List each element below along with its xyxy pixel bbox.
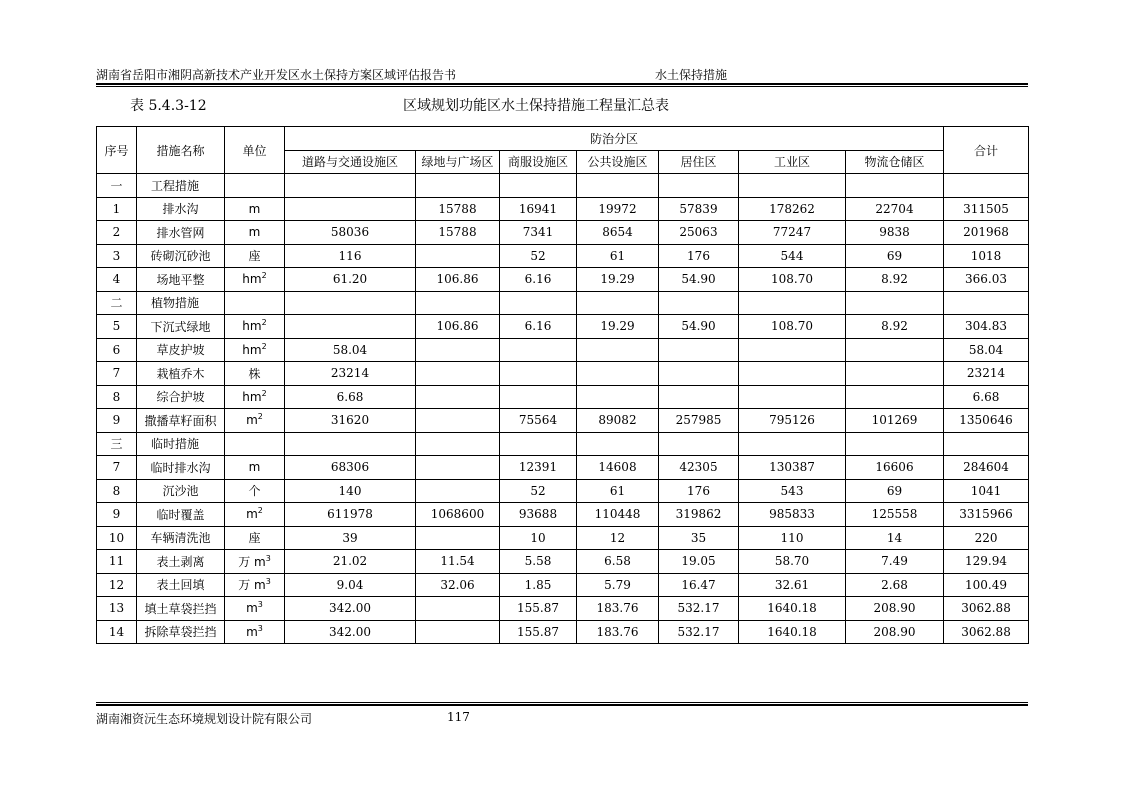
cell-value: 130387 [739,456,846,480]
cell-value: 342.00 [285,597,416,621]
cell-unit [225,268,285,292]
cell-empty [225,174,285,198]
cell-value: 22704 [846,197,944,221]
cell-total: 100.49 [944,573,1029,597]
cell-value: 6.16 [500,268,577,292]
cell-total: 304.83 [944,315,1029,339]
cell-empty [500,291,577,315]
cell-seq: 9 [97,409,137,433]
cell-value: 54.90 [659,315,739,339]
cell-value [739,338,846,362]
cell-total: 1018 [944,244,1029,268]
cell-value [739,362,846,386]
cell-value: 183.76 [577,620,659,644]
unit-text: hm [242,342,262,357]
table-body [97,174,1029,644]
cell-value: 89082 [577,409,659,433]
cell-total: 6.68 [944,385,1029,409]
cell-value: 57839 [659,197,739,221]
cell-value: 35 [659,526,739,550]
cell-unit [225,385,285,409]
cell-section-name: 临时措施 [137,432,225,456]
cell-value: 19.05 [659,550,739,574]
cell-unit [225,244,285,268]
cell-total: 129.94 [944,550,1029,574]
unit-superscript: 3 [265,553,271,563]
running-header-title: 湖南省岳阳市湘阴高新技术产业开发区水土保持方案区域评估报告书 [96,68,457,82]
cell-value: 11.54 [416,550,500,574]
cell-total: 3315966 [944,503,1029,527]
unit-superscript: 2 [257,412,263,422]
cell-total: 58.04 [944,338,1029,362]
cell-empty [285,174,416,198]
cell-value [416,385,500,409]
cell-value: 342.00 [285,620,416,644]
unit-superscript: 2 [261,388,267,398]
page-number: 117 [447,710,470,724]
cell-empty [500,432,577,456]
cell-unit [225,620,285,644]
cell-value: 23214 [285,362,416,386]
cell-unit [225,456,285,480]
cell-value: 77247 [739,221,846,245]
unit-text: m [248,460,261,475]
cell-unit [225,573,285,597]
cell-value: 7.49 [846,550,944,574]
cell-value: 1640.18 [739,620,846,644]
cell-unit [225,503,285,527]
cell-seq: 6 [97,338,137,362]
cell-value [659,338,739,362]
cell-value: 9.04 [285,573,416,597]
cell-total: 3062.88 [944,597,1029,621]
cell-value: 178262 [739,197,846,221]
cell-total: 201968 [944,221,1029,245]
cell-value: 1.85 [500,573,577,597]
cell-section-name: 植物措施 [137,291,225,315]
cell-value: 2.68 [846,573,944,597]
cell-value [416,479,500,503]
table-row [97,338,1029,362]
cell-total: 220 [944,526,1029,550]
cell-value: 208.90 [846,620,944,644]
cell-value: 110448 [577,503,659,527]
cell-value: 140 [285,479,416,503]
cell-unit [225,362,285,386]
cell-empty [285,291,416,315]
cell-empty [285,432,416,456]
unit-text: 万 m [238,578,266,593]
cell-empty [846,174,944,198]
cell-value: 61 [577,244,659,268]
cell-value [846,338,944,362]
cell-value: 5.58 [500,550,577,574]
cell-empty [944,432,1029,456]
header-row-top [97,127,1029,151]
table-row [97,197,1029,221]
cell-empty [739,174,846,198]
unit-text: hm [242,389,262,404]
cell-empty [944,291,1029,315]
footer-rule-thin [96,702,1028,703]
cell-value: 12 [577,526,659,550]
cell-empty [659,432,739,456]
cell-value: 795126 [739,409,846,433]
cell-value: 21.02 [285,550,416,574]
cell-seq: 7 [97,456,137,480]
cell-value: 68306 [285,456,416,480]
cell-value: 10 [500,526,577,550]
cell-seq: 11 [97,550,137,574]
cell-name: 下沉式绿地 [137,315,225,339]
cell-value [416,362,500,386]
cell-value [659,362,739,386]
cell-empty [739,291,846,315]
cell-name: 车辆清洗池 [137,526,225,550]
cell-value: 25063 [659,221,739,245]
cell-name: 砖砌沉砂池 [137,244,225,268]
cell-value: 101269 [846,409,944,433]
cell-unit [225,479,285,503]
footer-rule-thick [96,704,1028,706]
table-row [97,503,1029,527]
cell-seq: 14 [97,620,137,644]
unit-text: 万 m [238,554,266,569]
cell-value [846,362,944,386]
header-rule-thin [96,86,1028,87]
cell-empty [225,291,285,315]
cell-value: 1640.18 [739,597,846,621]
cell-name: 撒播草籽面积 [137,409,225,433]
header-zone: 居住区 [659,150,739,174]
cell-value: 32.06 [416,573,500,597]
cell-total: 366.03 [944,268,1029,292]
cell-value: 532.17 [659,597,739,621]
cell-value [416,338,500,362]
cell-empty [577,432,659,456]
table-row [97,409,1029,433]
unit-text: hm [242,272,262,287]
cell-seq: 10 [97,526,137,550]
unit-text: 座 [248,249,261,264]
cell-value: 39 [285,526,416,550]
cell-seq: 13 [97,597,137,621]
cell-empty [416,174,500,198]
cell-value: 543 [739,479,846,503]
cell-value: 155.87 [500,597,577,621]
cell-value [500,338,577,362]
section-row [97,432,1029,456]
unit-text: m [248,225,261,240]
cell-value: 183.76 [577,597,659,621]
cell-value: 176 [659,244,739,268]
cell-empty [944,174,1029,198]
cell-value: 108.70 [739,315,846,339]
cell-value: 106.86 [416,268,500,292]
cell-value: 19972 [577,197,659,221]
cell-value: 110 [739,526,846,550]
unit-superscript: 2 [261,271,267,281]
cell-unit [225,338,285,362]
unit-text: m [246,601,258,616]
cell-value: 15788 [416,221,500,245]
cell-value: 176 [659,479,739,503]
cell-seq: 3 [97,244,137,268]
cell-empty [577,291,659,315]
cell-unit [225,197,285,221]
table-row [97,573,1029,597]
cell-value: 15788 [416,197,500,221]
cell-unit [225,597,285,621]
table-row [97,526,1029,550]
cell-value: 319862 [659,503,739,527]
cell-value: 106.86 [416,315,500,339]
header-total: 合计 [944,127,1029,174]
cell-empty [577,174,659,198]
cell-value [285,315,416,339]
cell-value: 42305 [659,456,739,480]
table-row [97,244,1029,268]
cell-empty [225,432,285,456]
cell-value: 116 [285,244,416,268]
cell-seq: 12 [97,573,137,597]
cell-value: 125558 [846,503,944,527]
cell-seq: 7 [97,362,137,386]
unit-text: m [246,413,258,428]
cell-empty [416,432,500,456]
cell-value: 69 [846,244,944,268]
header-zone: 物流仓储区 [846,150,944,174]
cell-name: 场地平整 [137,268,225,292]
cell-value: 31620 [285,409,416,433]
header-unit: 单位 [225,127,285,174]
cell-value: 8.92 [846,315,944,339]
cell-seq: 2 [97,221,137,245]
cell-value: 52 [500,479,577,503]
cell-seq: 5 [97,315,137,339]
cell-value: 16.47 [659,573,739,597]
cell-name: 综合护坡 [137,385,225,409]
cell-value [416,456,500,480]
cell-value: 9838 [846,221,944,245]
cell-value: 19.29 [577,315,659,339]
cell-value: 58036 [285,221,416,245]
cell-unit [225,550,285,574]
cell-value: 61.20 [285,268,416,292]
cell-name: 拆除草袋拦挡 [137,620,225,644]
cell-value: 14608 [577,456,659,480]
cell-unit [225,526,285,550]
header-name: 措施名称 [137,127,225,174]
cell-value: 108.70 [739,268,846,292]
cell-name: 沉沙池 [137,479,225,503]
cell-value [577,362,659,386]
table-row [97,479,1029,503]
cell-seq: 1 [97,197,137,221]
unit-text: 个 [248,484,261,499]
cell-value [739,385,846,409]
cell-empty [659,174,739,198]
cell-value: 19.29 [577,268,659,292]
header-zone: 绿地与广场区 [416,150,500,174]
cell-total: 311505 [944,197,1029,221]
cell-total: 284604 [944,456,1029,480]
table-row [97,315,1029,339]
cell-value: 6.68 [285,385,416,409]
cell-value [416,620,500,644]
cell-total: 3062.88 [944,620,1029,644]
cell-value: 54.90 [659,268,739,292]
cell-empty [846,291,944,315]
cell-value: 69 [846,479,944,503]
footer-company: 湖南湘资沅生态环境规划设计院有限公司 [96,712,313,726]
unit-superscript: 3 [265,577,271,587]
cell-empty [739,432,846,456]
cell-value: 7341 [500,221,577,245]
unit-text: m [248,201,261,216]
table-row [97,550,1029,574]
cell-seq: 9 [97,503,137,527]
cell-value [577,385,659,409]
header-zone: 道路与交通设施区 [285,150,416,174]
cell-value: 14 [846,526,944,550]
cell-value: 155.87 [500,620,577,644]
cell-value [416,597,500,621]
cell-name: 临时排水沟 [137,456,225,480]
cell-unit [225,221,285,245]
cell-value: 16606 [846,456,944,480]
cell-value [416,409,500,433]
cell-value: 58.70 [739,550,846,574]
cell-value: 75564 [500,409,577,433]
section-row [97,291,1029,315]
cell-total: 23214 [944,362,1029,386]
cell-unit [225,315,285,339]
cell-value: 32.61 [739,573,846,597]
section-row [97,174,1029,198]
unit-superscript: 3 [257,623,263,633]
cell-seq: 一 [97,174,137,198]
cell-name: 排水管网 [137,221,225,245]
cell-unit [225,409,285,433]
table-title: 区域规划功能区水土保持措施工程量汇总表 [403,98,669,114]
cell-value: 93688 [500,503,577,527]
cell-name: 临时覆盖 [137,503,225,527]
cell-section-name: 工程措施 [137,174,225,198]
cell-value: 6.58 [577,550,659,574]
header-zone: 公共设施区 [577,150,659,174]
unit-text: m [246,507,258,522]
header-zone-group: 防治分区 [285,127,944,151]
cell-value: 6.16 [500,315,577,339]
running-header-section: 水土保持措施 [655,68,728,82]
cell-name: 草皮护坡 [137,338,225,362]
cell-value: 257985 [659,409,739,433]
cell-total: 1350646 [944,409,1029,433]
header-zone: 工业区 [739,150,846,174]
cell-value: 611978 [285,503,416,527]
cell-seq: 二 [97,291,137,315]
unit-text: m [246,624,258,639]
table-row [97,620,1029,644]
cell-value: 5.79 [577,573,659,597]
cell-empty [416,291,500,315]
header-rule-thick [96,83,1028,85]
cell-value [416,526,500,550]
cell-name: 填土草袋拦挡 [137,597,225,621]
cell-value: 52 [500,244,577,268]
cell-empty [846,432,944,456]
cell-seq: 8 [97,479,137,503]
cell-empty [500,174,577,198]
unit-text: hm [242,319,262,334]
unit-superscript: 3 [257,600,263,610]
cell-empty [659,291,739,315]
header-seq: 序号 [97,127,137,174]
cell-value [500,362,577,386]
table-row [97,362,1029,386]
table-row [97,385,1029,409]
cell-value: 8654 [577,221,659,245]
cell-name: 表土剥离 [137,550,225,574]
table-number: 表 5.4.3-12 [130,98,207,114]
cell-value [285,197,416,221]
quantity-summary-table [96,126,1029,644]
cell-seq: 4 [97,268,137,292]
cell-value: 16941 [500,197,577,221]
cell-total: 1041 [944,479,1029,503]
cell-value [416,244,500,268]
header-zone: 商服设施区 [500,150,577,174]
table-row [97,456,1029,480]
table-row [97,221,1029,245]
table-row [97,268,1029,292]
cell-value: 8.92 [846,268,944,292]
unit-text: 株 [248,366,261,381]
cell-value: 985833 [739,503,846,527]
cell-seq: 8 [97,385,137,409]
unit-superscript: 2 [257,506,263,516]
cell-value: 58.04 [285,338,416,362]
cell-value: 208.90 [846,597,944,621]
cell-name: 栽植乔木 [137,362,225,386]
cell-value: 532.17 [659,620,739,644]
cell-value [500,385,577,409]
cell-value [846,385,944,409]
cell-value: 12391 [500,456,577,480]
cell-value: 1068600 [416,503,500,527]
cell-value: 544 [739,244,846,268]
cell-seq: 三 [97,432,137,456]
table-row [97,597,1029,621]
cell-name: 排水沟 [137,197,225,221]
cell-value [577,338,659,362]
unit-superscript: 2 [261,318,267,328]
cell-name: 表土回填 [137,573,225,597]
unit-text: 座 [248,531,261,546]
cell-value [659,385,739,409]
unit-superscript: 2 [261,341,267,351]
cell-value: 61 [577,479,659,503]
